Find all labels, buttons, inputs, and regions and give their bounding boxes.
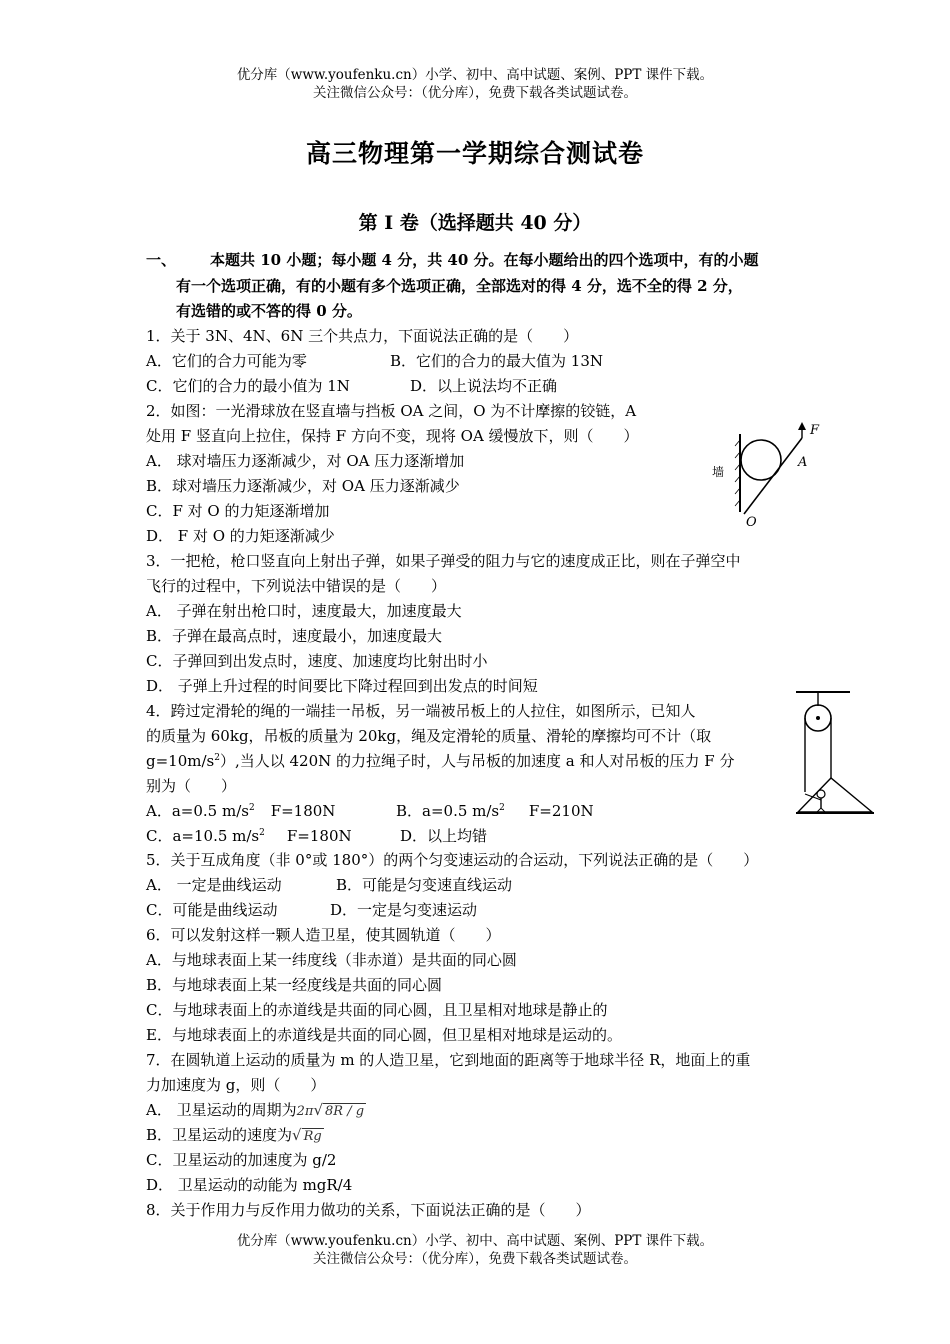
q6-option-a: A．与地球表面上某一纬度线（非赤道）是共面的同心圆: [146, 951, 517, 969]
q4-option-b: [396, 801, 594, 821]
q7-option-d: D． 卫星运动的动能为 mgR/4: [146, 1176, 353, 1194]
q4-c-force: F=180N: [286, 827, 352, 845]
q7-option-b-text: B．卫星运动的速度为: [146, 1126, 293, 1144]
q4-option-d: D．以上均错: [400, 827, 488, 845]
board-frame: [798, 778, 872, 812]
q7-option-c: C．卫星运动的加速度为 g/2: [146, 1151, 337, 1169]
q4-b-force: F=210N: [528, 802, 594, 820]
q3-option-b: B．子弹在最高点时，速度最小，加速度最大: [146, 627, 443, 645]
q2-option-c: C．F 对 O 的力矩逐渐增加: [146, 502, 330, 520]
q6-option-e: E．与地球表面上的赤道线是共面的同心圆，但卫星相对地球是运动的。: [146, 1026, 622, 1044]
q4-b-sup: 2: [499, 803, 505, 813]
instructions-text-1: 本题共 10 小题；每小题 4 分，共 40 分。在每小题给出的四个选项中，有的小题: [210, 251, 759, 269]
q6-option-c: C．与地球表面上的赤道线是共面的同心圆，且卫星相对地球是静止的: [146, 1001, 608, 1019]
label-wall: 墙: [712, 465, 725, 479]
q5-option-d: D．一定是匀变速运动: [330, 901, 478, 919]
q7-stem-2: 力加速度为 g，则（ ）: [146, 1076, 326, 1094]
board-oa: [744, 438, 802, 514]
q5-option-b: B．可能是匀变速直线运动: [336, 876, 513, 894]
q2-stem-1: 2．如图：一光滑球放在竖直墙与挡板 OA 之间，O 为不计摩擦的铰链，A: [146, 402, 637, 420]
q7-formula-a-radicand: 8R / g: [325, 1104, 365, 1119]
q1-option-b: B．它们的合力的最大值为 13N: [390, 352, 604, 370]
q7-stem-1: 7．在圆轨道上运动的质量为 m 的人造卫星，它到地面的距离等于地球半径 R，地面上的重: [146, 1051, 751, 1069]
footer-line-1: 优分库（www.youfenku.cn）小学、初中、高中试题、案例、PPT 课件下载。: [236, 1233, 714, 1249]
q4-stem-4: 别为（ ）: [146, 777, 237, 795]
q7-option-a: [146, 1100, 366, 1122]
header-line-1: 优分库（www.youfenku.cn）小学、初中、高中试题、案例、PPT 课件下载。: [236, 67, 714, 83]
person-head: [817, 790, 825, 798]
section-title: 第 I 卷（选择题共 40 分）: [358, 212, 592, 234]
q1-option-a: A．它们的合力可能为零: [146, 352, 307, 370]
force-f-arrow: [798, 422, 806, 430]
q3-option-c: C．子弹回到出发点时，速度、加速度均比射出时小: [146, 652, 488, 670]
q2-stem-2: 处用 F 竖直向上拉住，保持 F 方向不变，现将 OA 缓慢放下，则（ ）: [146, 427, 639, 445]
q2-option-a: A． 球对墙压力逐渐减少，对 OA 压力逐渐增加: [146, 452, 465, 470]
q4-stem-3: [146, 751, 734, 771]
q7-option-a-text: A． 卫星运动的周期为: [146, 1101, 297, 1119]
q3-option-d: D． 子弹上升过程的时间要比下降过程回到出发点的时间短: [146, 677, 538, 695]
instructions-number: 一、: [146, 251, 177, 269]
instructions-line-1: [146, 250, 759, 270]
pulley-axle: [816, 716, 820, 720]
q3-stem-2: 飞行的过程中，下列说法中错误的是（ ）: [146, 577, 447, 595]
q2-ball-wall-diagram: [710, 420, 830, 532]
q7-formula-b-radicand: Rg: [303, 1129, 322, 1144]
q4-c-accel: C．a=10.5 m/s: [146, 827, 260, 845]
q2-option-d: D． F 对 O 的力矩逐渐减少: [146, 527, 335, 545]
q4-a-sup: 2: [248, 803, 255, 813]
q5-option-a: A． 一定是曲线运动: [146, 876, 282, 894]
q1-option-c: C．它们的合力的最小值为 1N: [146, 377, 350, 395]
q4-stem-3b: ）,当人以 420N 的力拉绳子时，人与吊板的加速度 a 和人对吊板的压力 F 分: [219, 752, 735, 770]
label-a: A: [798, 455, 808, 470]
document-title: 高三物理第一学期综合测试卷: [305, 139, 644, 168]
q4-stem-3a: g=10m/s: [146, 752, 215, 770]
q4-stem-2: 的质量为 60kg，吊板的质量为 20kg，绳及定滑轮的质量、滑轮的摩擦均可不计（取: [146, 727, 712, 745]
q4-c-sup: 2: [259, 828, 265, 838]
q5-option-c: C．可能是曲线运动: [146, 901, 278, 919]
sqrt-icon: √: [292, 1126, 302, 1144]
q1-stem: 1．关于 3N、4N、6N 三个共点力，下面说法正确的是（ ）: [146, 327, 579, 345]
q5-stem: 5．关于互成角度（非 0°或 180°）的两个匀变速运动的合运动，下列说法正确的是（ ）: [146, 851, 759, 869]
label-o: O: [746, 515, 757, 530]
q4-stem-3-sup: 2: [214, 753, 220, 763]
q6-option-b: B．与地球表面上某一经度线是共面的同心圆: [146, 976, 443, 994]
q4-pulley-diagram: [792, 686, 876, 818]
q4-b-accel: B．a=0.5 m/s: [396, 802, 500, 820]
q2-option-b: B．球对墙压力逐渐减少，对 OA 压力逐渐减少: [146, 477, 460, 495]
q6-stem: 6．可以发射这样一颗人造卫星，使其圆轨道（ ）: [146, 926, 501, 944]
instructions-line-3: 有选错的或不答的得 0 分。: [176, 302, 362, 320]
q3-stem-1: 3．一把枪，枪口竖直向上射出子弹，如果子弹受的阻力与它的速度成正比，则在子弹空中: [146, 552, 741, 570]
label-f: F: [810, 423, 820, 438]
q7-formula-a-prefix: 2π: [296, 1104, 314, 1119]
q7-option-b: [146, 1125, 324, 1147]
q4-a-force: F=180N: [270, 802, 336, 820]
q4-a-accel: A．a=0.5 m/s: [146, 802, 249, 820]
q4-stem-1: 4．跨过定滑轮的绳的一端挂一吊板，另一端被吊板上的人拉住，如图所示，已知人: [146, 702, 696, 720]
sqrt-icon: √: [313, 1101, 323, 1119]
header-line-2: 关注微信公众号：（优分库），免费下载各类试题试卷。: [313, 85, 637, 101]
q4-option-a: [146, 801, 335, 821]
footer-line-2: 关注微信公众号：（优分库），免费下载各类试题试卷。: [313, 1251, 637, 1267]
q8-stem: 8．关于作用力与反作用力做功的关系，下面说法正确的是（ ）: [146, 1201, 591, 1219]
q4-option-c: [146, 826, 352, 846]
q3-option-a: A． 子弹在射出枪口时，速度最大，加速度最大: [146, 602, 462, 620]
q1-option-d: D．以上说法均不正确: [410, 377, 558, 395]
instructions-line-2: 有一个选项正确，有的小题有多个选项正确，全部选对的得 4 分，选不全的得 2 分，: [176, 277, 743, 295]
